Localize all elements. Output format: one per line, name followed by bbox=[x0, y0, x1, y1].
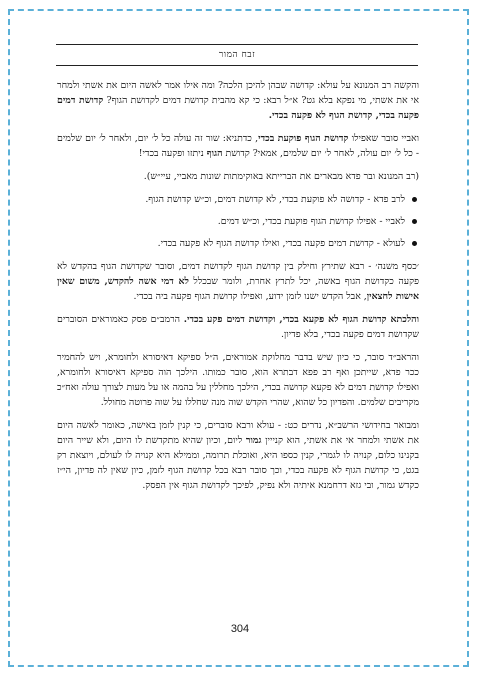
text-run: ומבואר בחידושי הרשב״א, נדרים כט: - עולא ורבא סוברים, כי קנין לזמן באישה, כאומר לאשה היום את אשתי ולמחר אי את אשתי, הוא קנייין bbox=[57, 420, 419, 446]
paragraph bbox=[57, 312, 419, 342]
opinions-list bbox=[57, 192, 419, 251]
text-run: הרמב״ם פסק כאמוראים הסוברים שקדושת דמים פקעה בכדי, בלא פדיון. bbox=[57, 314, 419, 340]
list-item-text bbox=[145, 194, 405, 205]
text-run: ניתזו ופקעה בכדי! bbox=[138, 148, 207, 159]
paragraph bbox=[57, 78, 419, 123]
paragraph bbox=[57, 169, 419, 184]
bold-run: הגוף bbox=[206, 148, 223, 159]
list-item bbox=[57, 214, 405, 229]
text-run: והקשה רב המנונא על עולא: קדושה שבהן להיכן הלכה? ומה אילו אמר לאשה היום את אשתי ולמחר אי את אשתי, מי נפקא בלא גט? א״ל רבא: כי קא מהבית קדושת דמים לקדושת הגוף? bbox=[57, 80, 420, 106]
text-run: לאביי - אפילו קדושת הגוף פוקעת בכדי, וכ״ש דמים. bbox=[217, 216, 405, 227]
list-item bbox=[57, 192, 405, 207]
bullet-icon bbox=[412, 241, 417, 246]
text-run: והראב״ד סובר, כי כיון שיש בדבר מחלוקת אמוראים, ה״ל ספיקא דאיסורא ולחומרא, ויש להחמיר ככר פדא, שייתכן ואף רב פפא דבתרא הוא, סובר כמותו. הילכך הוה ספיקא דאיסורא ולחומרא, ואפילו קדושת דמים לא פקעא קדושה בכדי, הילכך מחללין על בהמה או על מעות לצורך עולה ואח״כ מקריבים שלמים. והפדיון כל שהוא, שהרי הקדש שוה מנה שחללו על שוה פרוטה מחולל. bbox=[57, 352, 419, 408]
header-rule-bottom bbox=[56, 65, 418, 66]
list-item bbox=[57, 236, 405, 251]
bold-run: קדושת הגוף פוקעת בכדי bbox=[258, 133, 349, 144]
bold-run: קדושת דמים פקעה בכדי, קדושת הגוף לא פקעה בכדי. bbox=[57, 95, 419, 121]
page-number: 304 bbox=[230, 623, 250, 635]
bold-run: לא דמי אשה להקדש, משום שאין אישות לחצאין bbox=[57, 276, 419, 302]
body-text bbox=[57, 78, 419, 501]
text-run: ואביי סובר שאפילו bbox=[348, 133, 420, 144]
running-head: זבח המור bbox=[218, 50, 256, 60]
paragraph bbox=[57, 418, 419, 493]
paragraph bbox=[57, 131, 419, 161]
bullet-icon bbox=[412, 219, 417, 224]
list-item-text bbox=[218, 216, 405, 227]
bold-run: גמור bbox=[245, 435, 262, 446]
paragraph bbox=[57, 259, 419, 304]
text-run: (רב המנונא ובר פדא מבארים את הברייתא באוקימתות שונות מאביי, עיי״ש). bbox=[143, 171, 419, 182]
paragraph bbox=[57, 350, 419, 410]
list-item-text bbox=[158, 238, 405, 249]
bold-run: והלכתא קדושת הגוף לא פקעא בכדי, וקדושת דמים פקע בכדי. bbox=[183, 314, 419, 325]
header-rule-top bbox=[56, 44, 418, 45]
bullet-icon bbox=[412, 197, 417, 202]
page-header bbox=[56, 44, 418, 70]
text-run: , כדתניא: שור זה עולה כל ל׳ יום, ולאחר ל׳ יום שלמים - כל ל׳ יום עולה, לאחר ל׳ יום שלמים, אמאי? קדושת bbox=[57, 133, 419, 159]
text-run: לרב פדא - קדושה לא פוקעת בכדי, לא קדושת דמים, וכ״ש קדושת הגוף. bbox=[145, 194, 405, 205]
text-run: לעולא - קדושת דמים פקעה בכדי, ואילו קדושת הגוף לא פקעה בכדי. bbox=[157, 238, 405, 249]
text-run: ׳כסף משנה׳ - רבא שתירץ וחילק בין קדושת הגוף לקדושת דמים, וסובר שקדושת הגוף בהקדש לא פקעה כקדושת הגוף באשה, יכל לתרץ אחרת, ולומר שבכלל bbox=[57, 261, 419, 287]
text-run: , אבל הקדש ישנו לזמן ידוע, ואפילו קדושת הגוף פקעה ביה בכדי. bbox=[133, 291, 367, 302]
text-run: ליום, וכיון שהיא מתקדשת לו היום, ולא שייר היום בקנינו כלום, קנויה לו לגמרי, קנין כספו היא, ואוכלת תרומה, וממילא היא קנויה לו לעולם, ויוצאת רק בגט, כי קדושת הגוף לא פקעה בכדי, וכך סובר רבא בכל קדושת הגוף לזמן, כיון שאין לה פדיון, הי״ז כקדש גמור, ובי גזא דרחמנא איתיה ולא נפיק, לפיכך לקדושת הגוף אין הפסק. bbox=[57, 435, 419, 491]
